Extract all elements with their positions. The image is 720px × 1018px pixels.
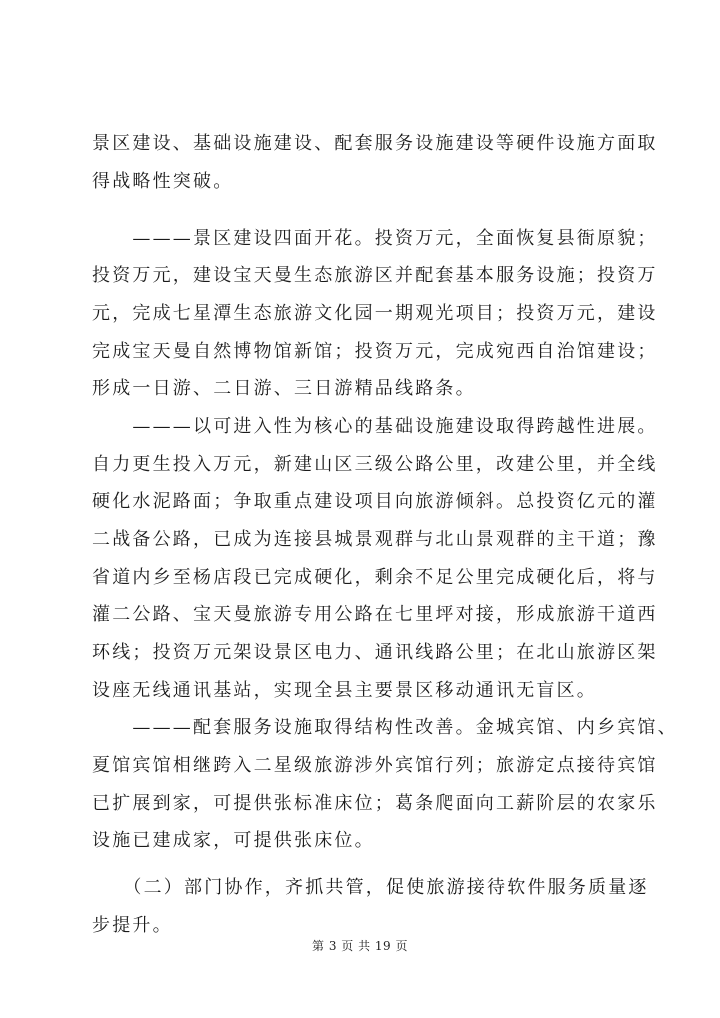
text-line: 已扩展到家，可提供张标准床位；葛条爬面向工薪阶层的农家乐 <box>92 793 658 814</box>
text-line: 省道内乡至杨店段已完成硬化，剩余不足公里完成硬化后，将与 <box>92 567 658 588</box>
text-line: 设施已建成家，可提供张床位。 <box>92 830 375 851</box>
text-line: 得战略性突破。 <box>92 171 234 192</box>
text-line: ———景区建设四面开花。投资万元，全面恢复县衙原貌； <box>92 228 658 249</box>
text-line: 二战备公路，已成为连接县城景观群与北山景观群的主干道；豫 <box>92 529 658 550</box>
text-line: 景区建设、基础设施建设、配套服务设施建设等硬件设施方面取 <box>92 133 658 154</box>
text-line: 自力更生投入万元，新建山区三级公路公里，改建公里，并全线 <box>92 454 658 475</box>
text-line: 环线；投资万元架设景区电力、通讯线路公里；在北山旅游区架 <box>92 642 658 663</box>
text-line: 硬化水泥路面；争取重点建设项目向旅游倾斜。总投资亿元的灌 <box>92 491 658 512</box>
text-line: 设座无线通讯基站，实现全县主要景区移动通讯无盲区。 <box>92 680 597 701</box>
text-line: 完成宝天曼自然博物馆新馆；投资万元，完成宛西自治馆建设； <box>92 341 658 362</box>
text-line: 元，完成七星潭生态旅游文化园一期观光项目；投资万元，建设 <box>92 303 658 324</box>
page-number-footer: 第 3 页 共 19 页 <box>312 939 408 953</box>
text-line: （二）部门协作，齐抓共管，促使旅游接待软件服务质量逐 <box>92 877 649 898</box>
text-line: 夏馆宾馆相继跨入二星级旅游涉外宾馆行列；旅游定点接待宾馆 <box>92 755 658 776</box>
text-line: ———配套服务设施取得结构性改善。金城宾馆、内乡宾馆、 <box>92 717 678 738</box>
text-line: 步提升。 <box>92 915 173 936</box>
text-line: 投资万元，建设宝天曼生态旅游区并配套基本服务设施；投资万 <box>92 265 658 286</box>
text-line: 灌二公路、宝天曼旅游专用公路在七里坪对接，形成旅游干道西 <box>92 604 658 625</box>
text-line: 形成一日游、二日游、三日游精品线路条。 <box>92 378 476 399</box>
text-line: ———以可进入性为核心的基础设施建设取得跨越性进展。 <box>92 416 658 437</box>
